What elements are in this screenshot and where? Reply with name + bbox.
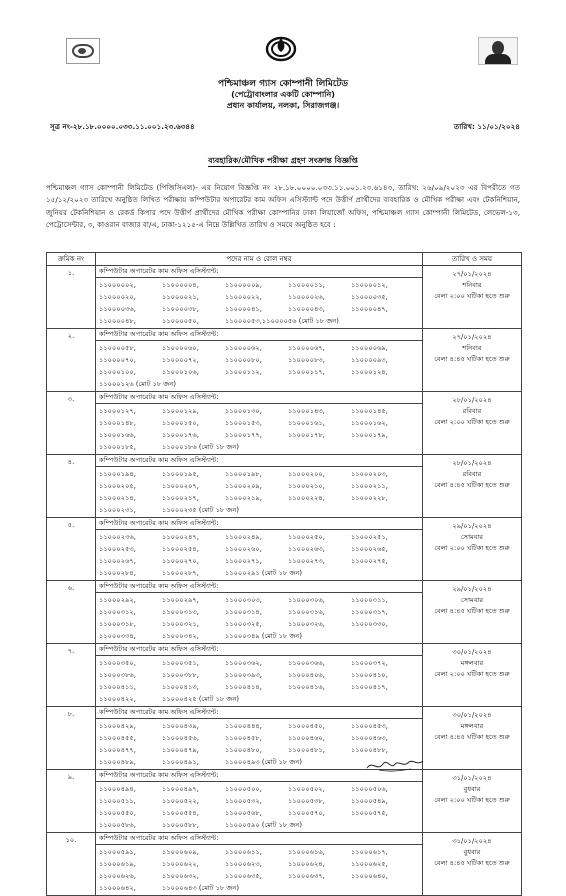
roll-number: ১১০০০১৬২,: [351, 419, 388, 427]
roll-number: ১১০০০২১০,: [288, 482, 325, 490]
exam-time: বেলা ৪:৪৫ ঘটিকা হতে শুরু: [434, 859, 510, 867]
exam-date: ২৯/০১/২০২৪: [452, 585, 492, 593]
roll-number: ১১০০০০০৯,: [225, 281, 262, 289]
roll-number: ১১০০০২০৯,: [225, 482, 262, 490]
roll-number: ১১০০০১১২,: [225, 368, 262, 376]
roll-number: ১১০০০৬০৯,: [162, 848, 199, 856]
roll-number: ১১০০০৬২২,: [162, 860, 199, 868]
roll-number: ১১০০০০২০,: [99, 293, 136, 301]
roll-number: ১১০০০৩১৩,: [162, 608, 199, 616]
roll-number: ১১০০০০১১,: [288, 281, 325, 289]
roll-number: ১১০০০২২৮,: [351, 494, 388, 502]
exam-day: শনিবার: [462, 344, 482, 352]
roll-number: ১১০০০৬২৫,: [351, 860, 388, 868]
roll-number: ১১০০০০৮৩,: [288, 356, 325, 364]
roll-total: ১১০০০১৮৬ (মোট ১৮ জন): [162, 443, 240, 451]
roll-number: ১১০০০০৪৭,: [351, 305, 388, 313]
roll-number: ১১০০০১৯৮,: [225, 470, 262, 478]
roll-number: ১১০০০৩১১,: [351, 596, 388, 604]
exam-day: মঙ্গলবার: [460, 659, 484, 667]
roll-number: ১১০০০৫৩২,: [225, 797, 262, 805]
roll-list: [99, 341, 419, 390]
date-time-cell: [423, 455, 522, 518]
roll-number: ১১০০০৫০২,: [288, 785, 325, 793]
portrait-image: [478, 37, 518, 65]
table-row: [47, 329, 522, 392]
roll-number: ১১০০০৪১৩,: [162, 683, 199, 691]
col-date-time: তারিখ ও সময়: [423, 253, 522, 266]
exam-time: বেলা ৪:৪৫ ঘটিকা হতে শুরু: [434, 607, 510, 615]
roll-number: ১১০০০২২৪,: [288, 494, 325, 502]
post-name: কম্পিউটার অপারেটর কাম অফিস এসিস্ট্যান্ট:: [96, 582, 422, 593]
roll-number: ১১০০০২১৯,: [225, 494, 262, 502]
roll-number: ১১০০০৪৮১,: [288, 746, 325, 754]
roll-number: ১১০০০২৫১,: [351, 533, 388, 541]
roll-number: ১১০০০৫৯১,: [99, 848, 136, 856]
roll-number: ১১০০০২৮৪,: [99, 569, 136, 577]
roll-number: ১১০০০০৩৮,: [162, 305, 199, 313]
roll-number: ১১০০০১৭৯,: [351, 431, 388, 439]
exam-date: ৩১/০১/২০২৪: [452, 774, 492, 782]
exam-day: বুধবার: [463, 848, 481, 856]
roll-number: ১১০০০০৩৬,: [99, 305, 136, 313]
roll-number: ১১০০০২৬৭,: [99, 557, 136, 565]
roll-number: ১১০০০১০৬,: [162, 368, 199, 376]
table-row: [47, 644, 522, 707]
roll-number: ১১০০০৪১০,: [351, 671, 388, 679]
roll-number: ১১০০০৩৬৬,: [288, 659, 325, 667]
roll-number: ১১০০০৫৭৫,: [351, 809, 388, 817]
post-roll-cell: [96, 266, 423, 329]
roll-number: ১১০০০৩৩৪,: [99, 632, 136, 640]
table-header-row: [47, 253, 522, 266]
roll-number: ১১০০০২৯৭,: [162, 596, 199, 604]
exam-day: সোমবার: [460, 596, 484, 604]
date-time-cell: [423, 266, 522, 329]
roll-number: ১১০০০৪০৬,: [288, 671, 325, 679]
table-row: [47, 266, 522, 329]
roll-number: ১১০০০০৯৩,: [351, 356, 388, 364]
roll-number: ১১০০০৬৩৫,: [225, 872, 262, 880]
date-time-cell: [423, 329, 522, 392]
roll-total: ১১০০০৫৯০ (মোট ১৮ জন): [225, 821, 303, 829]
roll-number: ১১০০০৫০৬,: [351, 785, 388, 793]
roll-number: ১১০০০৫২২,: [162, 797, 199, 805]
roll-list: [99, 593, 419, 642]
date-time-cell: [423, 581, 522, 644]
roll-number: ১১০০০৩৫১,: [162, 659, 199, 667]
org-name: পশ্চিমাঞ্চল গ্যাস কোম্পানী লিমিটেড: [217, 79, 348, 89]
roll-list: [99, 530, 419, 579]
roll-number: ১১০০০৪৪৪,: [225, 722, 262, 730]
date-time-cell: [423, 833, 522, 896]
roll-number: ১১০০০৩১৪,: [225, 608, 262, 616]
roll-number: ১১০০০০৭০,: [99, 356, 136, 364]
roll-number: ১১০০০২১১,: [351, 482, 388, 490]
exam-date: ২৯/০১/২০২৪: [452, 522, 492, 530]
roll-number: ১১০০০২৬৫,: [351, 545, 388, 553]
notice-title: ব্যবহারিক/মৌখিক পরীক্ষা গ্রহণ সংক্রান্ত বিজ্ঞপ্তি: [208, 156, 358, 165]
reference-number: সূত্র নং-২৮.১৮.০০০০.০৩৩.১১.০০১.২৩.৬৩৪৪: [50, 122, 195, 131]
schedule-table: [46, 252, 522, 896]
roll-number: ১১০০০৬৪০,: [351, 872, 388, 880]
date-time-cell: [423, 707, 522, 770]
roll-number: ১১০০০০২১,: [162, 293, 199, 301]
roll-number: ১১০০০২০৫,: [99, 482, 136, 490]
table-row: [47, 770, 522, 833]
roll-number: ১১০০০১২৯,: [162, 407, 199, 415]
post-name: কম্পিউটার অপারেটর কাম অফিস এসিস্ট্যান্ট:: [96, 267, 422, 278]
roll-number: ১১০০০৪৫৬,: [162, 734, 199, 742]
roll-total: ১১০০০১২৬ (মোট ১৮ জন): [99, 380, 177, 388]
roll-number: ১১০০০০২২,: [225, 293, 262, 301]
post-name: কম্পিউটার অপারেটর কাম অফিস এসিস্ট্যান্ট:: [96, 771, 422, 782]
roll-list: [99, 278, 419, 327]
date-time-cell: [423, 392, 522, 455]
exam-date: ৩০/০১/২০২৪: [452, 711, 492, 719]
roll-number: ১১০০০০৭২,: [162, 356, 199, 364]
roll-number: ১১০০০৪৬৩,: [351, 734, 388, 742]
roll-number: ১১০০০১৬৬,: [99, 431, 136, 439]
serial-cell: ৬.: [47, 581, 96, 644]
exam-date: ২৭/০১/২০২৪: [452, 333, 492, 341]
roll-number: ১১০০০১৭৬,: [162, 431, 199, 439]
roll-number: ১১০০০৫০০,: [225, 785, 262, 793]
roll-number: ১১০০০৪১১,: [99, 683, 136, 691]
roll-number: ১১০০০৪৮৮,: [351, 746, 388, 754]
table-row: [47, 518, 522, 581]
exam-date: ৩১/০১/২০২৪: [452, 837, 492, 845]
roll-number: ১১০০০৪৮৯,: [99, 758, 136, 766]
roll-number: ১১০০০১০০,: [99, 368, 136, 376]
serial-cell: ৮.: [47, 707, 96, 770]
roll-number: ১১০০০৪৫৫,: [99, 734, 136, 742]
roll-number: ১১০০০৪১৪,: [225, 683, 262, 691]
roll-number: ১১০০০০৬৭,: [288, 344, 325, 352]
roll-number: ১১০০০২৫০,: [288, 533, 325, 541]
exam-date: ২৭/০১/২০২৪: [452, 270, 492, 278]
roll-number: ১১০০০০৬০,: [162, 344, 199, 352]
roll-number: ১১০০০৬৩৭,: [288, 872, 325, 880]
exam-time: বেলা ৪:৪৫ ঘটিকা হতে শুরু: [434, 355, 510, 363]
roll-number: ১১০০০৩৮৬,: [99, 671, 136, 679]
roll-number: ১১০০০৬২৬,: [99, 872, 136, 880]
serial-cell: ৯.: [47, 770, 96, 833]
roll-number: ১১০০০২৭০,: [162, 557, 199, 565]
roll-number: ১১০০০২০৭,: [162, 482, 199, 490]
roll-number: ১১০০০১২৪,: [351, 368, 388, 376]
roll-number: ১১০০০৩১৬,: [288, 608, 325, 616]
roll-number: ১১০০০৩১৮,: [99, 620, 136, 628]
roll-number: ১১০০০৬২৪,: [288, 860, 325, 868]
exam-day: রবিবার: [462, 407, 482, 415]
roll-number: ১১০০০৫৮৬,: [99, 821, 136, 829]
roll-number: ১১০০০১২৭,: [99, 407, 136, 415]
exam-time: বেলা ২:০০ ঘটিকা হতে শুরু: [434, 796, 510, 804]
post-name: কম্পিউটার অপারেটর কাম অফিস এসিস্ট্যান্ট:: [96, 834, 422, 845]
roll-number: ১১০০০৩২১,: [162, 620, 199, 628]
roll-number: ১১০০০৩৯৩,: [225, 671, 262, 679]
serial-cell: ১০.: [47, 833, 96, 896]
roll-number: ১১০০০৪৫০,: [288, 722, 325, 730]
roll-number: ১১০০০৬১১,: [225, 848, 262, 856]
roll-number: ১১০০০১৭৮,: [288, 431, 325, 439]
serial-cell: ৭.: [47, 644, 96, 707]
roll-number: ১১০০০০৬২,: [225, 344, 262, 352]
serial-cell: ১.: [47, 266, 96, 329]
roll-total: ১১০০০৬৪৩ (মোট ১৮ জন): [162, 884, 240, 892]
roll-number: ১১০০০৫৩৮,: [288, 797, 325, 805]
roll-number: ১১০০০০০৪,: [162, 281, 199, 289]
roll-number: ১১০০০৩০৩,: [225, 596, 262, 604]
roll-number: ১১০০০১৩০,: [225, 407, 262, 415]
roll-number: ১১০০০১৮৫,: [99, 443, 136, 451]
roll-number: ১১০০০৪৮০,: [225, 746, 262, 754]
roll-total: ১১০০০৪৯৩ (মোট ১৮ জন): [225, 758, 303, 766]
roll-number: ১১০০০২৩১,: [99, 506, 136, 514]
roll-number: ১১০০০৩১৭,: [351, 608, 388, 616]
roll-number: ১১০০০৩০৬,: [288, 596, 325, 604]
roll-number: ১১০০০১৯৫,: [162, 470, 199, 478]
roll-list: [99, 467, 419, 516]
roll-number: ১১০০০৩২৬,: [288, 620, 325, 628]
date-time-cell: [423, 770, 522, 833]
date-time-cell: [423, 518, 522, 581]
signature-image: [365, 752, 425, 776]
exam-day: বুধবার: [463, 785, 481, 793]
date-time-cell: [423, 644, 522, 707]
roll-number: ১১০০০০৩৫,: [351, 293, 388, 301]
roll-number: ১১০০০০০২,: [99, 281, 136, 289]
roll-number: ১১০০০৪৯৭,: [162, 785, 199, 793]
roll-number: ১১০০০৩৫০,: [99, 659, 136, 667]
roll-number: ১১০০০৬২৩,: [225, 860, 262, 868]
roll-number: ১১০০০০৬৯,: [351, 344, 388, 352]
roll-number: ১১০০০২১৪,: [99, 494, 136, 502]
roll-number: ১১০০০৪৯৪,: [99, 785, 136, 793]
roll-number: ১১০০০২০০,: [288, 470, 325, 478]
roll-number: ১১০০০২৭১,: [225, 557, 262, 565]
post-name: কম্পিউটার অপারেটর কাম অফিস এসিস্ট্যান্ট:: [96, 456, 422, 467]
seal-logo-icon: [66, 38, 100, 64]
roll-number: ১১০০০০৪১,: [225, 305, 262, 313]
roll-number: ১১০০০৬১৬,: [288, 848, 325, 856]
serial-cell: ৩.: [47, 392, 96, 455]
roll-list: [99, 656, 419, 705]
notice-body: পশ্চিমাঞ্চল গ্যাস কোম্পানী লিমিটেড (পিজিসিএল)- এর নিয়োগ বিজ্ঞপ্তি নং ২৮.১৮.০০০০.০৩৩.১১.০০১.২৩.৬১৪৩, তারিখ: ২৬/০৯/২০২৩ এর বিপরীতে গত ১৫/১২/২০২৩ তারিখে অনুষ্ঠিত লিখিত পরীক্ষায় কম্পিউটার অপারেটর কাম অফিস এসিস্ট্যান্ট পদে উত্তীর্ণ প্রার্থীদের ব্যবহারিক ও মৌখিক পরীক্ষা এবং টেকনিশিয়ান, জুনিয়র টেকনিশিয়ান ও রেকর্ড কিপার পদে উত্তীর্ণ প্রার্থীদের মৌখিক পরীক্ষা কোম্পানির ঢাকা লিয়াজোঁ অফিস, পশ্চিমাঞ্চল গ্যাস কোম্পানী লিমিটেড, লেভেল-১৩, পেট্রোসেন্টার, ৩, কাওরান বাজার বা/এ, ঢাকা-১২১৫-এ নিম্নে উল্লিখিত তারিখ ও সময়ে অনুষ্ঠিত হবে :: [46, 183, 520, 230]
roll-number: ১১০০০৬১৭,: [351, 848, 388, 856]
company-logo-icon: [264, 34, 298, 62]
roll-number: ১১০০০২৩৬,: [99, 533, 136, 541]
roll-number: ১১০০০২৬৩,: [288, 545, 325, 553]
roll-number: ১১০০০২৫৩,: [99, 545, 136, 553]
roll-number: ১১০০০১৯৪,: [99, 470, 136, 478]
table-row: [47, 833, 522, 896]
roll-number: ১১০০০৩২৫,: [225, 620, 262, 628]
roll-number: ১১০০০৪৩৯,: [162, 722, 199, 730]
roll-number: ১১০০০৩৮৮,: [162, 671, 199, 679]
roll-number: ১১০০০৪৫৩,: [351, 722, 388, 730]
roll-number: ১১০০০২৪৯,: [225, 533, 262, 541]
exam-date: ২৮/০১/২০২৪: [452, 459, 492, 467]
post-roll-cell: [96, 770, 423, 833]
post-roll-cell: [96, 581, 423, 644]
roll-number: ১১০০০০৪৩,: [288, 305, 325, 313]
exam-day: সোমবার: [460, 533, 484, 541]
roll-list: [99, 404, 419, 453]
roll-number: ১১০০০০৫৮,: [99, 344, 136, 352]
post-roll-cell: [96, 644, 423, 707]
roll-number: ১১০০০২৫৪,: [162, 545, 199, 553]
notice-date: তারিখ: ১১/০১/২০২৪: [453, 122, 520, 131]
post-roll-cell: [96, 329, 423, 392]
roll-total: ১১০০০৪২৫ (মোট ১৮ জন): [162, 695, 240, 703]
roll-number: ১১০০০১৪৩,: [288, 407, 325, 415]
roll-number: ১১০০০৪৭৭,: [99, 746, 136, 754]
roll-number: ১১০০০২৭৫,: [351, 557, 388, 565]
table-row: [47, 455, 522, 518]
post-roll-cell: [96, 518, 423, 581]
roll-number: ১১০০০১৫৩,: [225, 419, 262, 427]
post-roll-cell: [96, 455, 423, 518]
col-serial: ক্রমিক নং: [47, 253, 96, 266]
roll-number: ১১০০০৩৩০,: [351, 620, 388, 628]
roll-number: ১১০০০৫১১,: [99, 797, 136, 805]
post-roll-cell: [96, 833, 423, 896]
roll-list: [99, 845, 419, 894]
serial-cell: ৪.: [47, 455, 96, 518]
roll-number: ১১০০০০৮০,: [225, 356, 262, 364]
roll-number: ১১০০০১৬১,: [288, 419, 325, 427]
roll-number: ১১০০০৪১৭,: [351, 683, 388, 691]
roll-number: ১১০০০২৬০,: [225, 545, 262, 553]
col-post-roll: পদের নাম ও রোল নম্বর: [96, 253, 423, 266]
post-name: কম্পিউটার অপারেটর কাম অফিস এসিস্ট্যান্ট:: [96, 393, 422, 404]
exam-time: বেলা ২:০০ ঘটিকা হতে শুরু: [434, 670, 510, 678]
roll-number: ১১০০০৪৯১,: [162, 758, 199, 766]
exam-date: ৩০/০১/২০২৪: [452, 648, 492, 656]
roll-total: ১১০০০২৯১ (মোট ১৮ জন): [225, 569, 303, 577]
table-row: [47, 707, 522, 770]
roll-total: ১১০০০২৩৫ (মোট ১৮ জন): [162, 506, 240, 514]
exam-time: বেলা ৪:৪৫ ঘটিকা হতে শুরু: [434, 481, 510, 489]
roll-number: ১১০০০৩১২,: [99, 608, 136, 616]
roll-number: ১১০০০২৭৩,: [288, 557, 325, 565]
table-row: [47, 392, 522, 455]
roll-number: ১১০০০০১২,: [351, 281, 388, 289]
serial-cell: ২.: [47, 329, 96, 392]
roll-number: ১১০০০৬১৯,: [99, 860, 136, 868]
roll-number: ১১০০০৬৪২,: [99, 884, 136, 892]
roll-number: ১১০০০৫৪৯,: [351, 797, 388, 805]
roll-number: ১১০০০৫৫০,: [99, 809, 136, 817]
roll-number: ১১০০০৫৮৮,: [162, 821, 199, 829]
roll-number: ১১০০০০৪৮,: [99, 317, 136, 325]
exam-time: বেলা ২:০০ ঘটিকা হতে শুরু: [434, 418, 510, 426]
table-row: [47, 581, 522, 644]
org-address: প্রধান কার্যালয়, নলকা, সিরাজগঞ্জ।: [226, 101, 340, 110]
roll-number: ১১০০০৪২৯,: [99, 722, 136, 730]
roll-number: ১১০০০৫৫৪,: [162, 809, 199, 817]
roll-number: ১১০০০৩৭২,: [351, 659, 388, 667]
post-name: কম্পিউটার অপারেটর কাম অফিস এসিস্ট্যান্ট:: [96, 708, 422, 719]
roll-number: ১১০০০২৮৭,: [162, 569, 199, 577]
roll-number: ১১০০০৬৩২,: [162, 872, 199, 880]
roll-number: ১১০০০৪২২,: [99, 695, 136, 703]
roll-number: ১১০০০১৪৮,: [99, 419, 136, 427]
post-roll-cell: [96, 392, 423, 455]
roll-total: ১১০০০০৫৩,১১০০০০৫৬ (মোট ১৮ জন): [225, 317, 339, 325]
exam-time: বেলা ২:০০ ঘটিকা হতে শুরু: [434, 292, 510, 300]
exam-time: বেলা ২:০০ ঘটিকা হতে শুরু: [434, 544, 510, 552]
roll-list: [99, 782, 419, 831]
roll-number: ১১০০০২৪৭,: [162, 533, 199, 541]
roll-number: ১১০০০৪১৬,: [288, 683, 325, 691]
org-subtitle: (পেট্রোবাংলার একটি কোম্পানি): [231, 90, 335, 99]
roll-number: ১১০০০০৫০,: [162, 317, 199, 325]
post-name: কম্পিউটার অপারেটর কাম অফিস এসিস্ট্যান্ট:: [96, 330, 422, 341]
roll-number: ১১০০০২১৭,: [162, 494, 199, 502]
roll-number: ১১০০০১৫০,: [162, 419, 199, 427]
roll-number: ১১০০০১১৭,: [288, 368, 325, 376]
exam-time: বেলা ৪:৪৫ ঘটিকা হতে শুরু: [434, 733, 510, 741]
roll-number: ১১০০০৪৫৮,: [225, 734, 262, 742]
roll-number: ১১০০০১৪৫,: [351, 407, 388, 415]
roll-number: ১১০০০৪৭৯,: [162, 746, 199, 754]
exam-day: শনিবার: [462, 281, 482, 289]
roll-number: ১১০০০৫৬৮,: [225, 809, 262, 817]
exam-day: রবিবার: [462, 470, 482, 478]
roll-number: ১১০০০৫৭০,: [288, 809, 325, 817]
roll-number: ১১০০০২০৩,: [351, 470, 388, 478]
post-name: কম্পিউটার অপারেটর কাম অফিস এসিস্ট্যান্ট:: [96, 645, 422, 656]
roll-total: ১১০০০৩৪৯ (মোট ১৮ জন): [225, 632, 303, 640]
roll-number: ১১০০০১৭৭,: [225, 431, 262, 439]
exam-day: মঙ্গলবার: [460, 722, 484, 730]
roll-number: ১১০০০২৯২,: [99, 596, 136, 604]
serial-cell: ৫.: [47, 518, 96, 581]
exam-date: ২৮/০১/২০২৪: [452, 396, 492, 404]
roll-number: ১১০০০০২৬,: [288, 293, 325, 301]
post-name: কম্পিউটার অপারেটর কাম অফিস এসিস্ট্যান্ট:: [96, 519, 422, 530]
roll-number: ১১০০০৩৪২,: [162, 632, 199, 640]
roll-number: ১১০০০৪৬০,: [288, 734, 325, 742]
roll-number: ১১০০০৩৬২,: [225, 659, 262, 667]
